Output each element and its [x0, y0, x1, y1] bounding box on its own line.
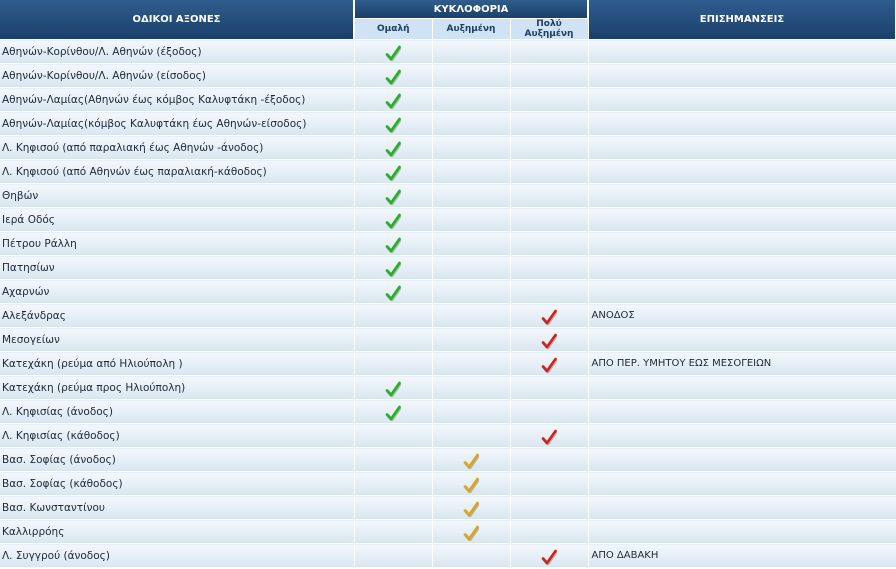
- level-header-heavy: Πολύ Αυξημένη: [510, 19, 588, 40]
- level-cell-normal: [354, 256, 432, 280]
- note-cell: ΑΠΟ ΔΑΒΑΚΗ: [588, 544, 896, 568]
- note-cell: [588, 40, 896, 64]
- level-cell-increased: [432, 256, 510, 280]
- level-cell-increased: [432, 376, 510, 400]
- level-cell-normal: [354, 304, 432, 328]
- level-cell-heavy: [510, 328, 588, 352]
- check-red-icon: [541, 309, 557, 325]
- traffic-header: ΚΥΚΛΟΦΟΡΙΑ: [354, 0, 588, 19]
- level-cell-increased: [432, 448, 510, 472]
- level-cell-increased: [432, 136, 510, 160]
- level-cell-normal: [354, 472, 432, 496]
- note-cell: [588, 496, 896, 520]
- note-cell: [588, 88, 896, 112]
- level-cell-heavy: [510, 232, 588, 256]
- road-name: Καλλιρρόης: [0, 520, 354, 544]
- check-green-icon: [385, 141, 401, 157]
- level-cell-normal: [354, 184, 432, 208]
- table-row: [0, 88, 896, 112]
- level-cell-normal: [354, 448, 432, 472]
- level-cell-heavy: [510, 256, 588, 280]
- level-cell-normal: [354, 352, 432, 376]
- table-row: [0, 280, 896, 304]
- table-row: [0, 496, 896, 520]
- notes-header: ΕΠΙΣΗΜΑΝΣΕΙΣ: [588, 0, 896, 40]
- level-cell-heavy: [510, 376, 588, 400]
- note-cell: [588, 256, 896, 280]
- check-green-icon: [385, 165, 401, 181]
- check-red-icon: [541, 429, 557, 445]
- check-orange-icon: [463, 453, 479, 469]
- level-cell-heavy: [510, 40, 588, 64]
- level-cell-increased: [432, 112, 510, 136]
- check-green-icon: [385, 213, 401, 229]
- level-cell-heavy: [510, 280, 588, 304]
- level-cell-increased: [432, 232, 510, 256]
- table-row: [0, 184, 896, 208]
- table-row: [0, 136, 896, 160]
- level-cell-heavy: [510, 136, 588, 160]
- check-orange-icon: [463, 501, 479, 517]
- note-cell: [588, 64, 896, 88]
- level-cell-heavy: [510, 208, 588, 232]
- level-cell-increased: [432, 280, 510, 304]
- level-cell-normal: [354, 400, 432, 424]
- level-cell-normal: [354, 232, 432, 256]
- road-name: Λ. Κηφισίας (άνοδος): [0, 400, 354, 424]
- road-name: Λ. Κηφισού (από παραλιακή έως Αθηνών -άνοδος): [0, 136, 354, 160]
- road-name: Κατεχάκη (ρεύμα από Ηλιούπολη ): [0, 352, 354, 376]
- check-orange-icon: [463, 525, 479, 541]
- note-cell: [588, 160, 896, 184]
- level-cell-heavy: [510, 352, 588, 376]
- level-cell-normal: [354, 160, 432, 184]
- level-cell-normal: [354, 424, 432, 448]
- level-cell-heavy: [510, 304, 588, 328]
- level-cell-increased: [432, 184, 510, 208]
- check-red-icon: [541, 333, 557, 349]
- note-cell: [588, 112, 896, 136]
- table-row: [0, 376, 896, 400]
- note-cell: [588, 136, 896, 160]
- table-row: [0, 160, 896, 184]
- check-red-icon: [541, 549, 557, 565]
- table-row: [0, 328, 896, 352]
- level-cell-heavy: [510, 64, 588, 88]
- level-cell-heavy: [510, 88, 588, 112]
- road-name: Κατεχάκη (ρεύμα προς Ηλιούπολη): [0, 376, 354, 400]
- table-row: [0, 256, 896, 280]
- level-cell-heavy: [510, 496, 588, 520]
- note-cell: ΑΝΟΔΟΣ: [588, 304, 896, 328]
- level-cell-normal: [354, 520, 432, 544]
- check-green-icon: [385, 189, 401, 205]
- check-orange-icon: [463, 477, 479, 493]
- note-cell: [588, 472, 896, 496]
- road-name: Λ. Συγγρού (άνοδος): [0, 544, 354, 568]
- road-name: Βασ. Σοφίας (κάθοδος): [0, 472, 354, 496]
- level-cell-increased: [432, 496, 510, 520]
- table-row: [0, 352, 896, 376]
- level-cell-increased: [432, 520, 510, 544]
- level-cell-heavy: [510, 424, 588, 448]
- level-cell-normal: [354, 88, 432, 112]
- check-green-icon: [385, 237, 401, 253]
- table-row: [0, 64, 896, 88]
- road-name: Αλεξάνδρας: [0, 304, 354, 328]
- level-cell-increased: [432, 328, 510, 352]
- road-name: Βασ. Σοφίας (άνοδος): [0, 448, 354, 472]
- level-cell-normal: [354, 40, 432, 64]
- level-cell-increased: [432, 352, 510, 376]
- level-cell-increased: [432, 64, 510, 88]
- road-name: Πέτρου Ράλλη: [0, 232, 354, 256]
- level-cell-normal: [354, 208, 432, 232]
- check-red-icon: [541, 357, 557, 373]
- table-row: [0, 304, 896, 328]
- note-cell: [588, 184, 896, 208]
- level-cell-increased: [432, 304, 510, 328]
- note-cell: [588, 376, 896, 400]
- road-name: Θηβών: [0, 184, 354, 208]
- note-cell: [588, 208, 896, 232]
- road-rows: [0, 40, 896, 568]
- level-cell-normal: [354, 280, 432, 304]
- road-name: Αθηνών-Κορίνθου/Λ. Αθηνών (έξοδος): [0, 40, 354, 64]
- check-green-icon: [385, 285, 401, 301]
- road-name: Αθηνών-Λαμίας(κόμβος Καλυφτάκη έως Αθηνών-είσοδος): [0, 112, 354, 136]
- level-cell-increased: [432, 40, 510, 64]
- note-cell: ΑΠΟ ΠΕΡ. ΥΜΗΤΟΥ ΕΩΣ ΜΕΣΟΓΕΙΩΝ: [588, 352, 896, 376]
- level-cell-increased: [432, 160, 510, 184]
- table-row: [0, 112, 896, 136]
- note-cell: [588, 280, 896, 304]
- road-name: Βασ. Κωνσταντίνου: [0, 496, 354, 520]
- level-cell-increased: [432, 400, 510, 424]
- road-name: Λ. Κηφισίας (κάθοδος): [0, 424, 354, 448]
- check-green-icon: [385, 117, 401, 133]
- level-cell-increased: [432, 424, 510, 448]
- level-cell-normal: [354, 64, 432, 88]
- note-cell: [588, 424, 896, 448]
- level-cell-heavy: [510, 160, 588, 184]
- note-cell: [588, 232, 896, 256]
- table-row: [0, 520, 896, 544]
- level-cell-normal: [354, 112, 432, 136]
- level-cell-heavy: [510, 400, 588, 424]
- level-header-increased: Αυξημένη: [432, 19, 510, 40]
- road-name: Πατησίων: [0, 256, 354, 280]
- table-row: [0, 448, 896, 472]
- road-name: Ιερά Οδός: [0, 208, 354, 232]
- road-name: Αθηνών-Κορίνθου/Λ. Αθηνών (είσοδος): [0, 64, 354, 88]
- level-cell-heavy: [510, 448, 588, 472]
- road-name: Λ. Κηφισού (από Αθηνών έως παραλιακή-κάθοδος): [0, 160, 354, 184]
- level-cell-heavy: [510, 520, 588, 544]
- table-row: [0, 472, 896, 496]
- road-name: Αθηνών-Λαμίας(Αθηνών έως κόμβος Καλυφτάκη -έξοδος): [0, 88, 354, 112]
- table-row: [0, 424, 896, 448]
- check-green-icon: [385, 93, 401, 109]
- note-cell: [588, 448, 896, 472]
- level-cell-increased: [432, 472, 510, 496]
- level-cell-heavy: [510, 112, 588, 136]
- table-row: [0, 40, 896, 64]
- level-cell-normal: [354, 136, 432, 160]
- table-row: [0, 400, 896, 424]
- level-cell-increased: [432, 208, 510, 232]
- check-green-icon: [385, 381, 401, 397]
- level-header-normal: Ομαλή: [354, 19, 432, 40]
- check-green-icon: [385, 261, 401, 277]
- note-cell: [588, 400, 896, 424]
- note-cell: [588, 328, 896, 352]
- level-cell-heavy: [510, 184, 588, 208]
- level-cell-normal: [354, 328, 432, 352]
- table-row: [0, 232, 896, 256]
- check-green-icon: [385, 45, 401, 61]
- road-name: Αχαρνών: [0, 280, 354, 304]
- table-row: [0, 208, 896, 232]
- note-cell: [588, 520, 896, 544]
- check-green-icon: [385, 405, 401, 421]
- level-cell-heavy: [510, 472, 588, 496]
- road-name: Μεσογείων: [0, 328, 354, 352]
- level-cell-normal: [354, 376, 432, 400]
- axes-header: ΟΔΙΚΟΙ ΑΞΟΝΕΣ: [0, 0, 354, 40]
- level-cell-increased: [432, 88, 510, 112]
- level-cell-normal: [354, 496, 432, 520]
- check-green-icon: [385, 69, 401, 85]
